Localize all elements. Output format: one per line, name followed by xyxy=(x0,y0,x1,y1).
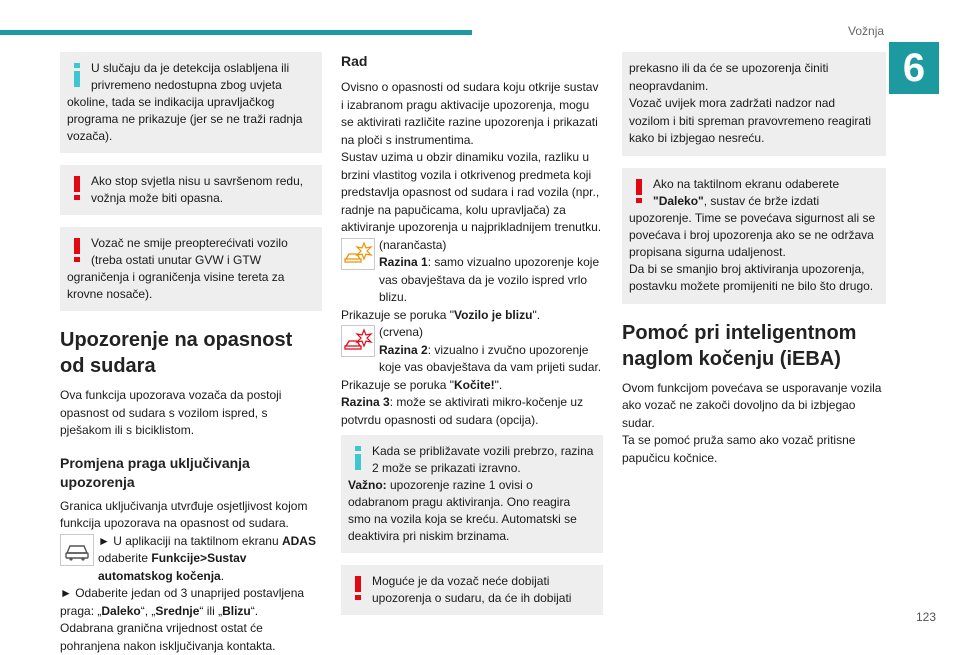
step-text: ► Odaberite jedan od 3 unaprijed postavljena praga: „ xyxy=(60,586,305,618)
paragraph: Ovisno o opasnosti od sudara koju otkrije sustav i izabranom pragu aktivacije upozorenja, mogu se aktivirati različite razine upozorenja i prikazati na ploči s instrumentima. xyxy=(341,80,599,147)
warning-box-text: Moguće je da vozač neće dobijati upozorenja o sudaru, da će ih dobijati xyxy=(372,574,572,605)
column-3 xyxy=(622,52,886,467)
message-text: Prikazuje se poruka " xyxy=(341,307,454,322)
level-label: Razina 3 xyxy=(341,395,390,409)
warning-box-text: , sustav će brže izdati xyxy=(703,193,820,208)
step-app-name: ADAS xyxy=(281,533,316,548)
warning-icon xyxy=(631,178,647,204)
paragraph: Ova funkcija upozorava vozača da postoji opasnost od sudara s vozilom ispred, s pješakom ili s biciklistom. xyxy=(60,388,282,437)
info-box xyxy=(60,52,322,153)
warning-box-text: Ako stop svjetla nisu u savršenom redu, vožnja može biti opasna. xyxy=(91,174,304,205)
option-normal: Srednje xyxy=(155,603,200,618)
instruction-step xyxy=(60,533,322,586)
section-title: Vožnja xyxy=(848,24,885,38)
warning-box xyxy=(622,168,886,304)
warning-icon xyxy=(69,237,85,263)
level-label: Razina 1 xyxy=(379,255,428,269)
warning-box xyxy=(341,565,603,615)
box-text: prekasno ili da će se upozorenja činiti neopravdanim. xyxy=(629,61,829,93)
level-color: (narančasta) xyxy=(379,237,447,252)
paragraph: Ovom funkcijom povećava se usporavanje vozila ako vozač ne zakoči dovoljno da bi izbjegao sudar. xyxy=(622,380,882,430)
warning-box xyxy=(60,165,322,215)
column-2 xyxy=(341,52,603,627)
section-heading: Pomoć pri inteligentnom naglom kočenju (iEBA) xyxy=(622,321,857,370)
paragraph: Odabrana granična vrijednost ostat će pohranjena nakon isključivanja kontakta. xyxy=(60,621,276,653)
paragraph: Ta se pomoć pruža samo ako vozač pritisne papučicu kočnice. xyxy=(622,433,856,465)
collision-icon xyxy=(341,238,375,270)
level-text: : vizualno i zvučno upozorenje koje vas obavještava da vam prijeti sudar. xyxy=(379,342,602,374)
step-menu-path: Funkcije>Sustav automatskog kočenja xyxy=(98,551,247,583)
step-text: “ ili „ xyxy=(199,603,223,618)
warning-box-text: Ako na taktilnom ekranu odaberete xyxy=(653,176,840,191)
page-number: 123 xyxy=(915,610,936,624)
option-far: Daleko xyxy=(101,603,141,618)
warning-box-continued xyxy=(622,52,886,156)
section-heading: Upozorenje na opasnost od sudara xyxy=(60,329,293,377)
paragraph: Granica uključivanja utvrđuje osjetljivost kojom funkcija upozorava na opasnost od sudara. xyxy=(60,498,308,530)
warning-icon xyxy=(350,575,366,601)
info-box-text-rest: okoline, tada se indikacija upravljačkog programa ne prikazuje (jer se ne traži radnja vozača). xyxy=(67,95,303,143)
paragraph: Sustav uzima u obzir dinamiku vozila, razliku u brzini vlastitog vozila i otkrivenog predmeta koji predstavlja opasnost od sudara i rad vozila (npr., radnje na papučicama, kolu upravljača) za aktiviranje upozorenja u najprikladnijem trenutku. xyxy=(341,150,602,234)
step-text: “. xyxy=(250,603,259,618)
warning-box-text-rest: upozorenje. Time se povećava sigurnost ali se povećava i broj upozorenja ako se ne održava propisana sigurna udaljenost. xyxy=(629,210,876,259)
subsection-heading: Promjena praga uključivanja upozorenja xyxy=(60,454,250,490)
message-text: ". xyxy=(532,307,541,322)
warning-level-1 xyxy=(341,237,603,307)
info-box-text: U slučaju da je detekcija oslabljena ili privremeno nedostupna zbog uvjeta xyxy=(91,61,290,92)
message-text: Prikazuje se poruka " xyxy=(341,377,454,392)
box-text: Vozač uvijek mora zadržati nadzor nad vozilom i biti spreman pravovremeno reagirati kako bi izbjegao nesreću. xyxy=(629,96,872,145)
level-text: : može se aktivirati mikro-kočenje uz potvrdu opasnosti od sudara (opcija). xyxy=(341,395,584,427)
car-icon xyxy=(60,534,94,566)
warning-icon xyxy=(69,175,85,201)
level-text: : samo vizualno upozorenje koje vas obavještava da je vozilo ispred vrlo blizu. xyxy=(379,255,600,304)
header-accent-bar xyxy=(0,30,472,35)
warning-box xyxy=(60,227,322,311)
warning-box-text: Vozač ne smije preopterećivati vozilo (treba ostati unutar GVW i GTW xyxy=(91,236,288,267)
warning-box-text-rest: ograničenja i ograničenja visine tereta za krovne nosače). xyxy=(67,270,285,301)
message: Vozilo je blizu xyxy=(453,307,533,322)
collision-icon xyxy=(341,325,375,357)
option-near: Blizu xyxy=(222,603,251,618)
note-text: upozorenje razine 1 ovisi o odabranom pragu aktiviranja. Ono reagira smo na vozila koja se kreću. Automatski se deaktivira pri niskim brzinama. xyxy=(348,478,577,543)
level-label: Razina 2 xyxy=(379,342,428,357)
box-text: Da bi se smanjio broj aktiviranja upozorenja, postavku možete promijeniti ne bilo što drugo. xyxy=(629,261,874,293)
info-icon xyxy=(69,62,85,88)
info-box xyxy=(341,435,603,553)
note-label: Važno: xyxy=(348,478,387,492)
chapter-tab: 6 xyxy=(889,42,939,94)
step-text: “, „ xyxy=(140,603,156,618)
info-icon xyxy=(350,445,366,471)
message-text: ". xyxy=(494,377,503,392)
option-far: "Daleko" xyxy=(653,193,704,208)
level-color: (crvena) xyxy=(379,325,424,339)
step-text: odaberite xyxy=(98,551,152,565)
warning-level-2 xyxy=(341,324,603,377)
message: Kočite! xyxy=(453,377,495,392)
step-text: ► U aplikaciji na taktilnom ekranu xyxy=(98,533,282,548)
subsection-heading: Rad xyxy=(341,53,368,69)
info-box-text: Kada se približavate vozili prebrzo, razina 2 može se prikazati izravno. xyxy=(372,444,594,475)
column-1 xyxy=(60,52,322,655)
step-text: . xyxy=(220,568,225,583)
